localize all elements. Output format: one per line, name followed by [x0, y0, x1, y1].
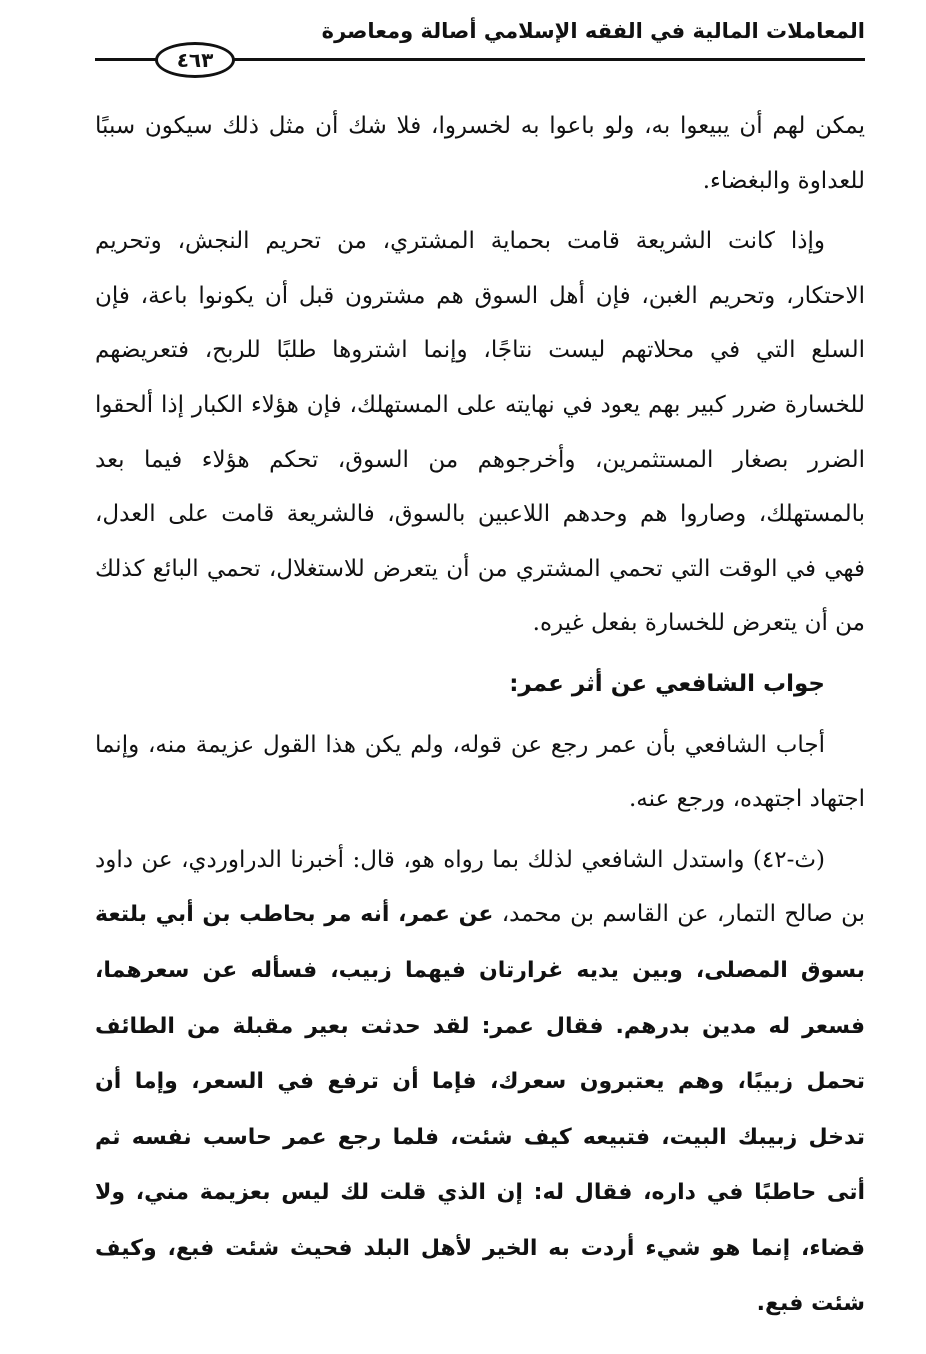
running-header [95, 14, 865, 70]
section-heading: جواب الشافعي عن أثر عمر: [509, 670, 825, 697]
page-number-badge: ٤٦٣ [155, 42, 235, 78]
paragraph-3: أجاب الشافعي بأن عمر رجع عن قوله، ولم يكن هذا القول عزيمة منه، وإنما اجتهاد اجتهده، ورجع عنه. [95, 731, 865, 813]
paragraph-2: وإذا كانت الشريعة قامت بحماية المشتري، من تحريم النجش، وتحريم الاحتكار، وتحريم الغبن، فإن أهل السوق هم مشترون قبل أن يكونوا باعة، فإن السلع التي في محلاتهم ليست نتاجًا، وإنما اشتروها طلبًا للربح، فتعريضهم للخسارة ضرر كبير بهم يعود في نهايته على المستهلك، فإن هؤلاء الكبار إذا ألحقوا الضرر بصغار المستثمرين، وأخرجوهم من السوق، تحكم هؤلاء فيما بعد بالمستهلك، وصاروا هم وحدهم اللاعبين بالسوق، فالشريعة قامت على العدل، فهي في الوقت التي تحمي المشتري من أن يتعرض للاستغلال، تحمي البائع كذلك من أن يتعرض للخسارة بفعل غيره. [95, 228, 865, 637]
paragraph-4 [95, 833, 865, 1332]
paragraph-4-quote: عن عمر، أنه مر بحاطب بن أبي بلتعة بسوق المصلى، وبين يديه غرارتان فيهما زبيب، فسأله عن سعرهما، فسعر له مدين بدرهم. فقال عمر: لقد حدثت بعير مقبلة من الطائف تحمل زبيبًا، وهم يعتبرون سعرك، فإما أن ترفع في السعر، وإما أن تدخل زبيبك البيت، فتبيعه كيف شئت، فلما رجع عمر حاسب نفسه ثم أتى حاطبًا في داره، فقال له: إن الذي قلت لك ليس بعزيمة مني، ولا قضاء، إنما هو شيء أردت به الخير لأهل البلد فحيث شئت فبع، وكيف شئت فبع. [95, 902, 865, 1317]
book-title: المعاملات المالية في الفقه الإسلامي أصالة ومعاصرة [321, 19, 865, 43]
paragraph-4-intro: (ث-٤٢) واستدل الشافعي لذلك بما رواه هو، قال: أخبرنا الدراوردي، عن داود بن صالح التمار، عن القاسم بن محمد، [95, 846, 866, 928]
body-text [95, 99, 865, 1332]
paragraph-1: يمكن لهم أن يبيعوا به، ولو باعوا به لخسروا، فلا شك أن مثل ذلك سيكون سببًا للعداوة والبغضاء. [95, 113, 865, 194]
